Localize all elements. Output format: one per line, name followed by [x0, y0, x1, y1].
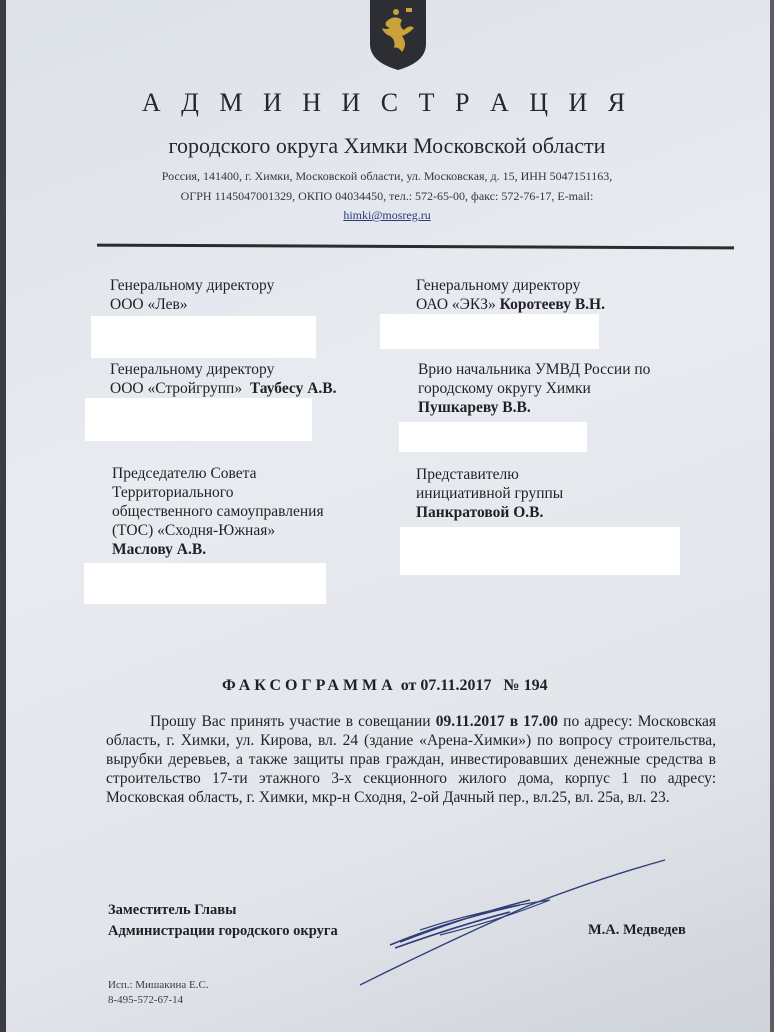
recipient-company: ООО «Лев» [110, 296, 188, 313]
redaction-box [399, 422, 587, 452]
redaction-box [91, 316, 316, 358]
organization-name: городского округа Химки Московской области [168, 133, 606, 158]
fax-word: ФАКСОГРАММА [222, 677, 397, 694]
redaction-box [400, 527, 680, 575]
recipient-company-line: ОАО «ЭКЗ» Коротееву В.Н. [416, 296, 605, 313]
recipient-umvd [418, 360, 650, 417]
recipient-org: городскому округу Химки [418, 380, 591, 397]
recipient-title: Генеральному директору [416, 277, 581, 294]
address-line-2: ОГРН 1145047001329, ОКПО 04034450, тел.: 572-65-00, факс: 572-76-17, E-mail: [180, 189, 594, 203]
executor-info [108, 978, 209, 1008]
fax-heading [222, 677, 548, 695]
recipient-name: Маслову А.В. [112, 541, 207, 558]
recipient-tos: Председателю Совета Территориального общественного самоуправления (ТОС) «Сходня-Южная» Маслову А.В. [112, 465, 324, 558]
recipient-ekz [416, 276, 605, 314]
address-line-1: Россия, 141400, г. Химки, Московской области, ул. Московская, д. 15, ИНН 5047151163, [161, 169, 613, 183]
recipient-lev [110, 276, 274, 314]
executor-phone: 8-495-572-67-14 [108, 994, 184, 1006]
recipient-name: Панкратовой О.В. [416, 504, 544, 521]
fax-body: Прошу Вас принять участие в совещании 09.11.2017 в 17.00 по адресу: Московская область, г. Химки, ул. Кирова, вл. 24 (здание «Арена-Химки») по вопросу строительства, вырубки деревьев, а также защиты прав граждан, инвестировавших денежные средства в строительство 17-ти этажного 3-х секционного жилого дома, корпус 1 по адресу: Московская область, г. Химки, мкр-н Сходня, 2-ой Дачный пер., вл.25, вл. 25а, вл. 23. [106, 713, 717, 806]
recipient-name: Пушкареву В.В. [418, 399, 531, 416]
executor-name: Исп.: Мишакина Е.С. [108, 979, 209, 991]
coat-of-arms-emblem [368, 0, 428, 70]
signatory-name: М.А. Медведев [588, 922, 686, 938]
recipient-initiative-group: Представителю инициативной группы Панкратовой О.В. [416, 466, 564, 521]
fax-number: № 194 [503, 677, 548, 694]
email-link[interactable]: himki@mosreg.ru [343, 208, 431, 222]
handwritten-signature [300, 850, 680, 990]
recipient-title: Генеральному директору [110, 361, 275, 378]
header-divider [97, 244, 734, 250]
redaction-box [380, 314, 599, 349]
recipient-company-line: ООО «Стройгрупп» Таубесу А.В. [110, 380, 337, 397]
recipient-title: Представителю [416, 466, 519, 483]
recipient-title: Председателю Совета [112, 465, 257, 482]
document-title: А Д М И Н И С Т Р А Ц И Я [141, 88, 633, 117]
recipient-name: Коротееву В.Н. [499, 296, 605, 313]
recipient-title: Врио начальника УМВД России по [418, 361, 651, 378]
recipient-name: Таубесу А.В. [249, 380, 337, 397]
redaction-box [84, 563, 326, 604]
signatory-position: Заместитель Главы Администрации городского округа [108, 902, 338, 939]
recipient-title: Генеральному директору [110, 277, 275, 294]
recipient-stroygrupp [110, 360, 337, 398]
fax-date: от 07.11.2017 [400, 677, 492, 694]
meeting-datetime: 09.11.2017 в 17.00 [435, 713, 559, 730]
redaction-box [85, 398, 312, 441]
email-line [0, 208, 774, 223]
